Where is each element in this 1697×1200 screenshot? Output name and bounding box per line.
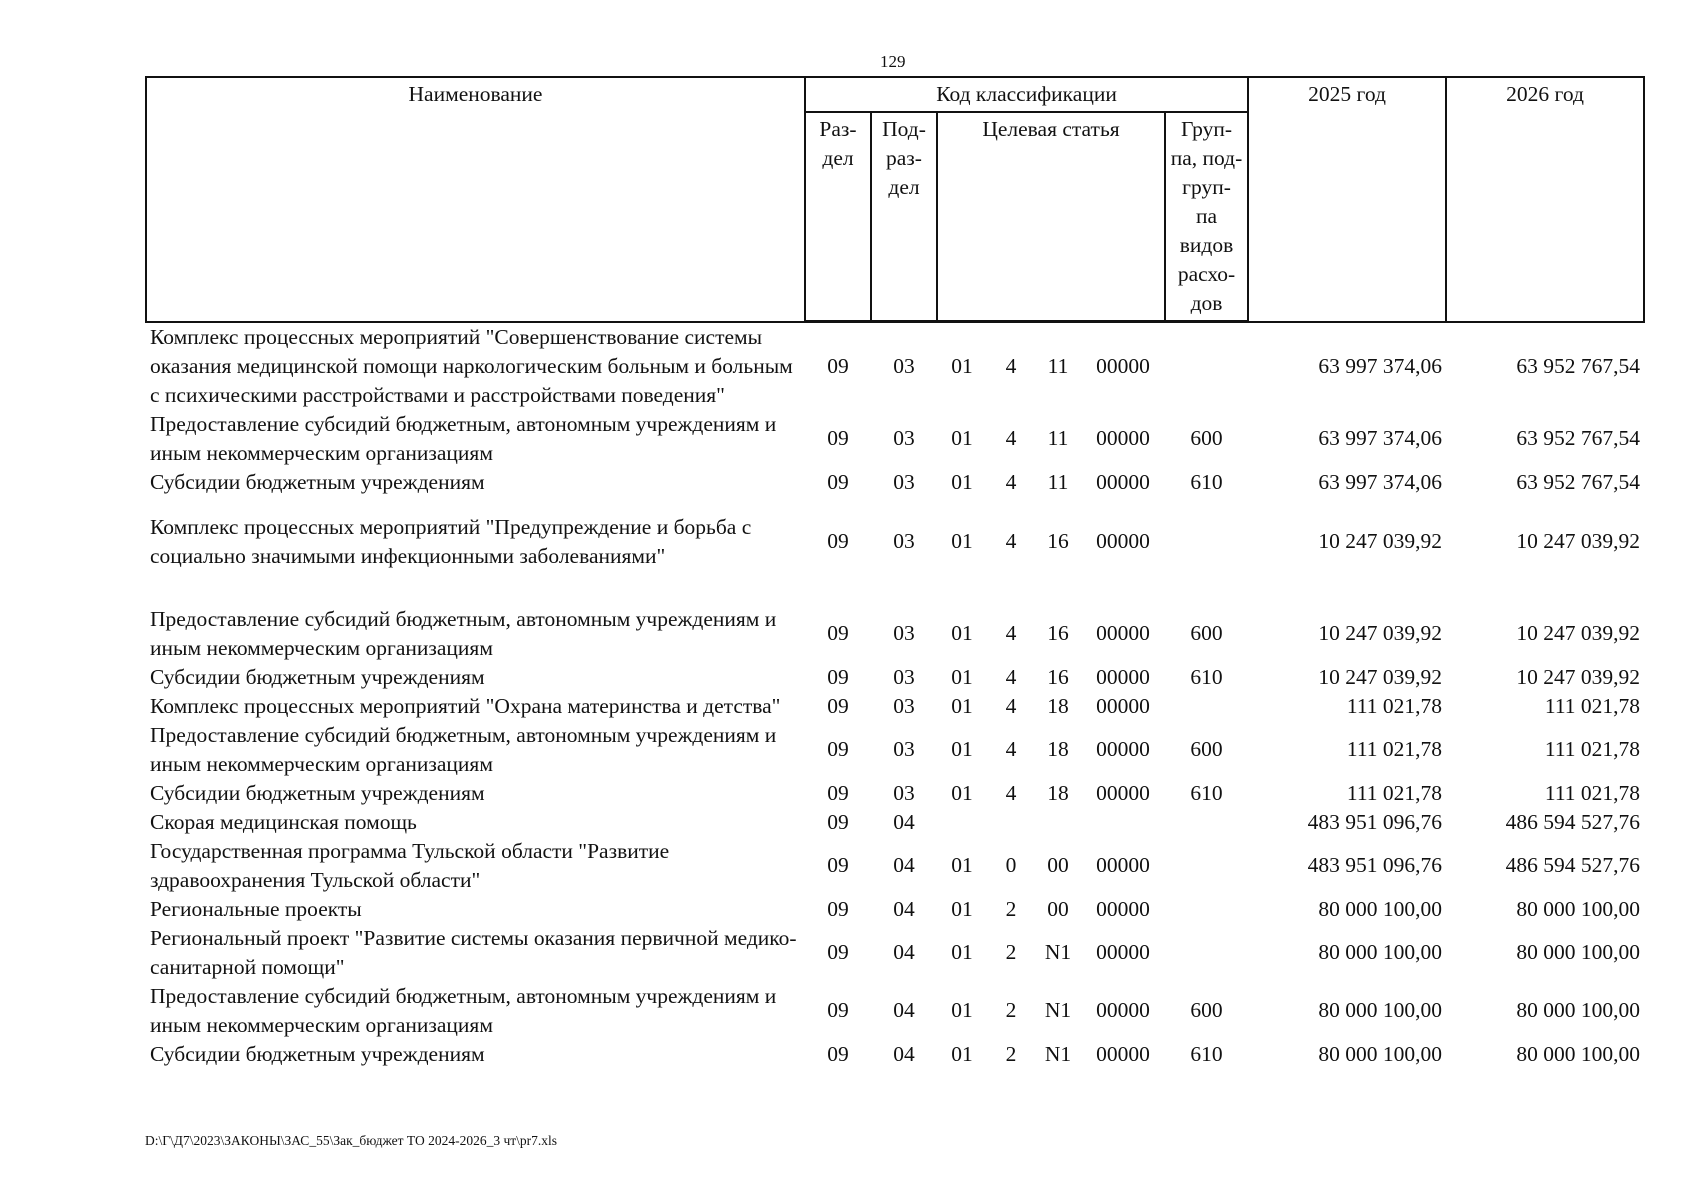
row-cs-element: 11 — [1047, 469, 1069, 494]
row-amount-2026: 10 247 039,92 — [1516, 664, 1641, 689]
row-name: Предоставление субсидий бюджетным, автономным учреждениям и иным некоммерческим организациям — [150, 411, 777, 465]
row-cs-direction — [1081, 808, 1165, 837]
row-cs-element: N1 — [1044, 998, 1072, 1022]
row-razdel: 09 — [827, 853, 849, 877]
row-cs-element: 11 — [1047, 426, 1069, 450]
table-row — [146, 779, 1644, 808]
row-amount-2026: 486 594 527,76 — [1505, 853, 1641, 877]
row-cs-direction: 00000 — [1096, 353, 1150, 378]
row-amount-2026: 111 021,78 — [1544, 693, 1641, 718]
row-cs-element: 00 — [1047, 853, 1069, 877]
header-target-article: Целевая статья — [937, 112, 1165, 322]
row-razdel: 09 — [827, 469, 849, 494]
row-razdel: 09 — [827, 529, 849, 553]
header-code-group: Код классификации — [805, 77, 1248, 112]
row-name: Региональные проекты — [150, 896, 362, 921]
table-row — [146, 924, 1644, 982]
row-vr — [1165, 513, 1248, 587]
row-cs-program: 01 — [951, 621, 973, 645]
row-cs-direction: 00000 — [1096, 469, 1150, 494]
row-razdel: 09 — [827, 940, 849, 964]
row-cs-direction: 00000 — [1096, 426, 1150, 450]
row-cs-direction: 00000 — [1096, 664, 1150, 689]
row-razdel: 09 — [827, 780, 849, 805]
footer-file-path: D:\Г\Д7\2023\ЗАКОНЫ\ЗАС_55\Зак_бюджет ТО 2024-2026_3 чт\pr7.xls — [145, 1133, 558, 1148]
row-razdel: 09 — [827, 1041, 849, 1066]
row-vr — [1165, 837, 1248, 895]
row-cs-direction: 00000 — [1096, 780, 1150, 805]
row-cs-type: 2 — [1005, 940, 1017, 964]
row-cs-program: 01 — [951, 780, 973, 805]
row-podrazdel: 04 — [893, 998, 915, 1022]
row-amount-2025: 483 951 096,76 — [1307, 853, 1443, 877]
row-razdel: 09 — [827, 737, 849, 761]
row-cs-direction: 00000 — [1096, 940, 1150, 964]
row-cs-type: 2 — [1005, 998, 1017, 1022]
header-year-2026: 2026 год — [1446, 77, 1644, 322]
row-podrazdel: 03 — [893, 621, 915, 645]
row-name: Комплекс процессных мероприятий "Предупреждение и борьба с социально значимыми инфекционными заболеваниями" — [150, 514, 752, 568]
table-row — [146, 663, 1644, 692]
row-cs-direction: 00000 — [1096, 1041, 1150, 1066]
row-amount-2025: 111 021,78 — [1346, 737, 1443, 761]
row-cs-program: 01 — [951, 853, 973, 877]
row-cs-program: 01 — [951, 1041, 973, 1066]
row-vr: 600 — [1190, 426, 1223, 450]
row-cs-type: 0 — [1005, 853, 1017, 877]
row-vr: 610 — [1190, 469, 1223, 494]
row-podrazdel: 04 — [893, 809, 915, 834]
row-cs-type: 4 — [1005, 664, 1017, 689]
row-vr — [1165, 322, 1248, 410]
row-cs-direction: 00000 — [1096, 621, 1150, 645]
row-cs-element: 18 — [1047, 737, 1069, 761]
row-amount-2025: 111 021,78 — [1346, 693, 1443, 718]
row-amount-2026: 486 594 527,76 — [1505, 809, 1641, 834]
row-amount-2025: 483 951 096,76 — [1307, 809, 1443, 834]
row-cs-direction: 00000 — [1096, 896, 1150, 921]
row-podrazdel: 04 — [893, 1041, 915, 1066]
row-podrazdel: 03 — [893, 426, 915, 450]
row-amount-2026: 10 247 039,92 — [1516, 529, 1641, 553]
row-cs-direction: 00000 — [1096, 529, 1150, 553]
row-cs-element: N1 — [1044, 1041, 1072, 1066]
row-amount-2026: 63 952 767,54 — [1516, 426, 1641, 450]
row-vr — [1165, 895, 1248, 924]
row-amount-2025: 80 000 100,00 — [1318, 998, 1443, 1022]
row-name: Предоставление субсидий бюджетным, автономным учреждениям и иным некоммерческим организациям — [150, 606, 777, 660]
header-name: Наименование — [146, 77, 805, 322]
row-name: Региональный проект "Развитие системы оказания первичной медико-санитарной помощи" — [150, 925, 797, 979]
table-body — [146, 322, 1644, 1069]
table-row — [146, 721, 1644, 779]
row-podrazdel: 04 — [893, 896, 915, 921]
table-row — [146, 468, 1644, 513]
row-podrazdel: 04 — [893, 853, 915, 877]
row-razdel: 09 — [827, 621, 849, 645]
row-amount-2026: 63 952 767,54 — [1516, 469, 1641, 494]
row-cs-element: 00 — [1047, 896, 1069, 921]
row-cs-type: 4 — [1005, 353, 1017, 378]
row-vr: 600 — [1190, 998, 1223, 1022]
row-cs-element: 11 — [1047, 353, 1069, 378]
table-row — [146, 692, 1644, 721]
row-name: Субсидии бюджетным учреждениям — [150, 1041, 485, 1066]
row-amount-2026: 80 000 100,00 — [1516, 896, 1641, 921]
row-amount-2025: 63 997 374,06 — [1318, 353, 1443, 378]
row-amount-2025: 10 247 039,92 — [1318, 529, 1443, 553]
row-cs-direction: 00000 — [1096, 737, 1150, 761]
row-cs-element: N1 — [1044, 940, 1072, 964]
row-razdel: 09 — [827, 896, 849, 921]
header-section: Раз- дел — [805, 112, 871, 322]
row-cs-type: 2 — [1005, 1041, 1017, 1066]
row-name: Государственная программа Тульской области "Развитие здравоохранения Тульской области" — [150, 838, 670, 892]
row-vr — [1165, 692, 1248, 721]
row-name: Субсидии бюджетным учреждениям — [150, 664, 485, 689]
row-cs-type: 2 — [1005, 896, 1017, 921]
row-cs-type: 4 — [1005, 529, 1017, 553]
row-cs-type: 4 — [1005, 621, 1017, 645]
row-vr: 600 — [1190, 737, 1223, 761]
row-cs-direction: 00000 — [1096, 693, 1150, 718]
header-year-2025: 2025 год — [1248, 77, 1446, 322]
row-amount-2025: 63 997 374,06 — [1318, 426, 1443, 450]
row-name: Предоставление субсидий бюджетным, автономным учреждениям и иным некоммерческим организациям — [150, 983, 777, 1037]
row-amount-2026: 10 247 039,92 — [1516, 621, 1641, 645]
header-subsection: Под- раз- дел — [871, 112, 937, 322]
row-vr: 610 — [1190, 664, 1223, 689]
row-amount-2026: 80 000 100,00 — [1516, 998, 1641, 1022]
row-razdel: 09 — [827, 426, 849, 450]
table-row — [146, 513, 1644, 587]
row-podrazdel: 03 — [893, 469, 915, 494]
row-amount-2026: 111 021,78 — [1544, 737, 1641, 761]
row-podrazdel: 03 — [893, 780, 915, 805]
row-cs-element: 16 — [1047, 664, 1069, 689]
row-cs-program: 01 — [951, 664, 973, 689]
row-amount-2025: 80 000 100,00 — [1318, 896, 1443, 921]
row-cs-program: 01 — [951, 998, 973, 1022]
table-row — [146, 837, 1644, 895]
row-vr: 610 — [1190, 780, 1223, 805]
row-amount-2026: 111 021,78 — [1544, 780, 1641, 805]
budget-table — [145, 76, 1645, 1069]
row-cs-program: 01 — [951, 693, 973, 718]
row-vr: 610 — [1190, 1041, 1223, 1066]
row-cs-program — [937, 808, 987, 837]
row-cs-program: 01 — [951, 940, 973, 964]
row-name: Предоставление субсидий бюджетным, автономным учреждениям и иным некоммерческим организациям — [150, 722, 777, 776]
row-amount-2025: 80 000 100,00 — [1318, 1041, 1443, 1066]
table-row — [146, 322, 1644, 410]
row-cs-direction: 00000 — [1096, 998, 1150, 1022]
row-cs-type: 4 — [1005, 469, 1017, 494]
page-number: 129 — [880, 52, 906, 71]
header-expense-group: Груп- па, под- груп- па видов расхо- дов — [1165, 112, 1248, 322]
table-row — [146, 587, 1644, 663]
row-cs-type: 4 — [1005, 426, 1017, 450]
table-row — [146, 982, 1644, 1040]
row-podrazdel: 04 — [893, 940, 915, 964]
row-razdel: 09 — [827, 353, 849, 378]
row-amount-2025: 10 247 039,92 — [1318, 621, 1443, 645]
row-name: Субсидии бюджетным учреждениям — [150, 469, 485, 494]
row-amount-2026: 80 000 100,00 — [1516, 940, 1641, 964]
row-podrazdel: 03 — [893, 737, 915, 761]
table-row — [146, 808, 1644, 837]
table-row — [146, 410, 1644, 468]
row-cs-program: 01 — [951, 529, 973, 553]
row-cs-program: 01 — [951, 426, 973, 450]
row-amount-2025: 63 997 374,06 — [1318, 469, 1443, 494]
table-row — [146, 1040, 1644, 1069]
row-cs-element: 16 — [1047, 529, 1069, 553]
row-vr: 600 — [1190, 621, 1223, 645]
row-razdel: 09 — [827, 998, 849, 1022]
row-podrazdel: 03 — [893, 529, 915, 553]
row-vr — [1165, 924, 1248, 982]
row-cs-type: 4 — [1005, 693, 1017, 718]
row-amount-2026: 63 952 767,54 — [1516, 353, 1641, 378]
row-cs-type: 4 — [1005, 737, 1017, 761]
row-podrazdel: 03 — [893, 664, 915, 689]
row-razdel: 09 — [827, 664, 849, 689]
row-name: Комплекс процессных мероприятий "Совершенствование системы оказания медицинской помощи наркологическим больным и больным с психическими расстройствами и расстройствами поведения" — [150, 324, 793, 407]
row-name: Комплекс процессных мероприятий "Охрана материнства и детства" — [150, 693, 781, 718]
row-cs-program: 01 — [951, 737, 973, 761]
row-vr — [1165, 808, 1248, 837]
row-cs-element — [1035, 808, 1081, 837]
row-cs-element: 18 — [1047, 780, 1069, 805]
row-cs-element: 16 — [1047, 621, 1069, 645]
row-cs-type: 4 — [1005, 780, 1017, 805]
row-amount-2025: 111 021,78 — [1346, 780, 1443, 805]
row-name: Скорая медицинская помощь — [150, 809, 417, 834]
row-cs-direction: 00000 — [1096, 853, 1150, 877]
row-cs-program: 01 — [951, 353, 973, 378]
row-podrazdel: 03 — [893, 693, 915, 718]
row-cs-program: 01 — [951, 896, 973, 921]
row-cs-element: 18 — [1047, 693, 1069, 718]
table-row — [146, 895, 1644, 924]
row-amount-2026: 80 000 100,00 — [1516, 1041, 1641, 1066]
row-cs-program: 01 — [951, 469, 973, 494]
row-podrazdel: 03 — [893, 353, 915, 378]
row-razdel: 09 — [827, 809, 849, 834]
row-name: Субсидии бюджетным учреждениям — [150, 780, 485, 805]
row-amount-2025: 80 000 100,00 — [1318, 940, 1443, 964]
row-razdel: 09 — [827, 693, 849, 718]
row-amount-2025: 10 247 039,92 — [1318, 664, 1443, 689]
table-header — [146, 77, 1644, 322]
row-cs-type — [987, 808, 1035, 837]
